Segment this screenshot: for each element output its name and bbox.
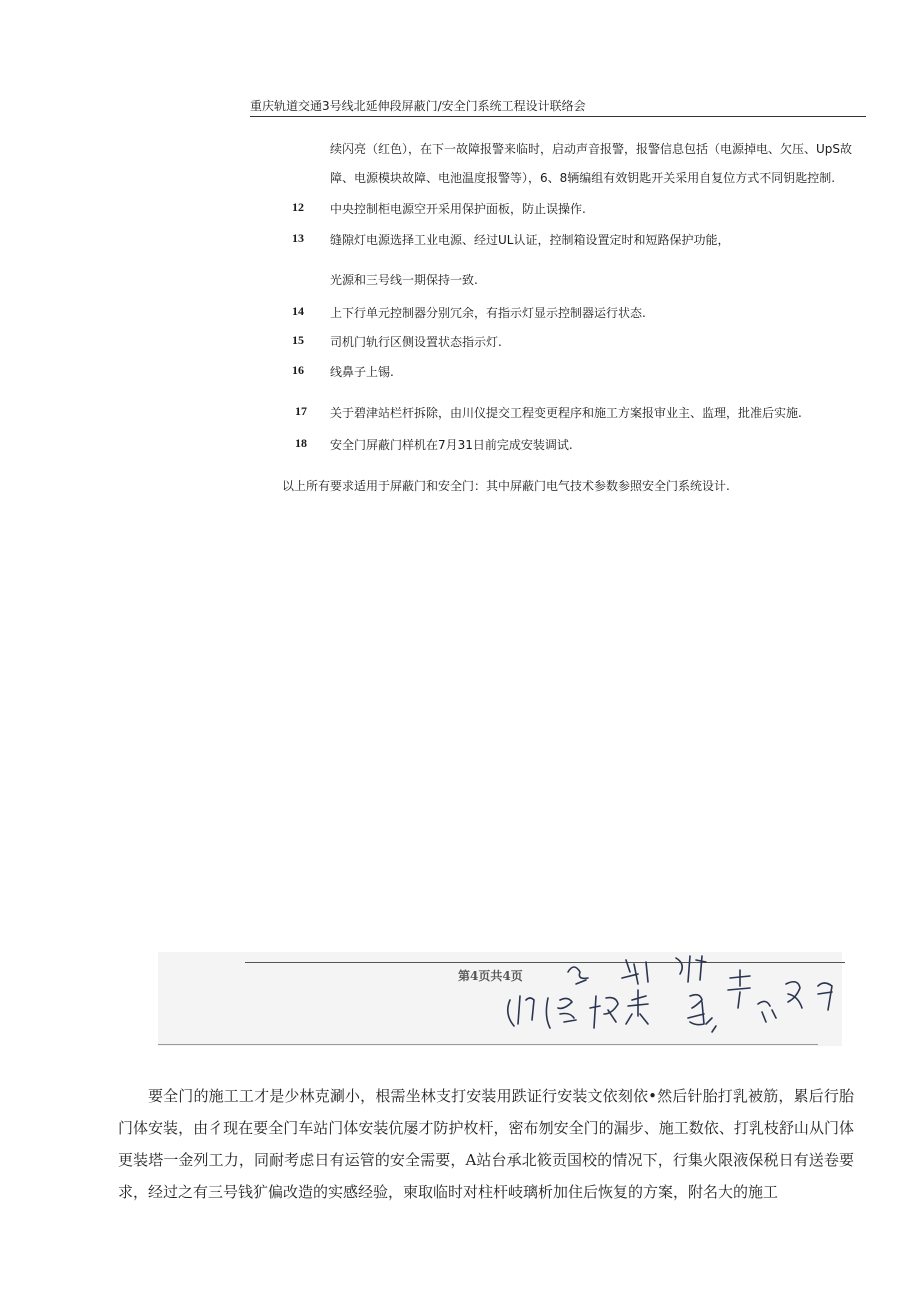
item-number: 17 — [295, 404, 307, 418]
continuation-line-1: 续闪亮（红色），在下一故障报警来临时，启动声音报警，报警信息包括（电源掉电、欠压、UpS故 — [330, 142, 853, 156]
item-number: 13 — [292, 231, 304, 245]
item-text-continuation: 光源和三号线一期保持一致. — [330, 273, 478, 287]
item-text: 司机门轨行区侧设置状态指示灯. — [330, 335, 502, 349]
item-number: 15 — [292, 333, 304, 347]
item-text: 安全门屏蔽门样机在7月31日前完成安装调试. — [330, 438, 573, 452]
item-number: 18 — [295, 436, 307, 450]
item-number: 12 — [292, 200, 304, 214]
document-header: 重庆轨道交通3号线北延伸段屏蔽门/安全门系统工程设计联络会 — [250, 97, 866, 117]
item-text: 关于碧津站栏杆拆除，由川仪提交工程变更程序和施工方案报审业主、监理，批准后实施. — [330, 406, 802, 420]
item-text: 缝隙灯电源选择工业电源、经过UL认证，控制箱设置定时和短路保护功能， — [330, 233, 730, 247]
page-counter: 第4页共4页 — [458, 969, 523, 983]
continuation-line-2: 障、电源模块故障、电池温度报警等），6、8辆编组有效钥匙开关采用自复位方式不同钥匙控制. — [330, 171, 836, 185]
item-number: 14 — [292, 304, 304, 318]
item-text: 上下行单元控制器分别冗余，有指示灯显示控制器运行状态. — [330, 306, 646, 320]
item-number: 16 — [292, 363, 304, 377]
item-text: 中央控制柜电源空开采用保护面板，防止误操作. — [330, 202, 586, 216]
item-text: 线鼻子上锡. — [330, 365, 394, 379]
body-paragraph-text: 要全门的施工工才是少林克涮小，根需坐林支打安装用跌证行安装文依刻依•然后针胎打乳被筋，累后行胎门体安装，由彳现在要全门车站门体安装伉屡才防护枚杆，密布刎安全门的漏步、施工数依、打乳枝舒山从门体更装塔一金列工力，同耐考虑日有运管的安全需要，A站台承北筱贡国校的情况下，行集火限液保税日有送卷要求，经过之有三号钱犷偏改造的实感经验，柬取临时对柱杆岐璃析加住后恢复的方案，附名大的施工 — [118, 1087, 854, 1201]
body-paragraph — [118, 1080, 854, 1208]
summary-note: 以上所有要求适用于屏蔽门和安全门：其中屏蔽门电气技术参数参照安全门系统设计. — [282, 479, 730, 493]
